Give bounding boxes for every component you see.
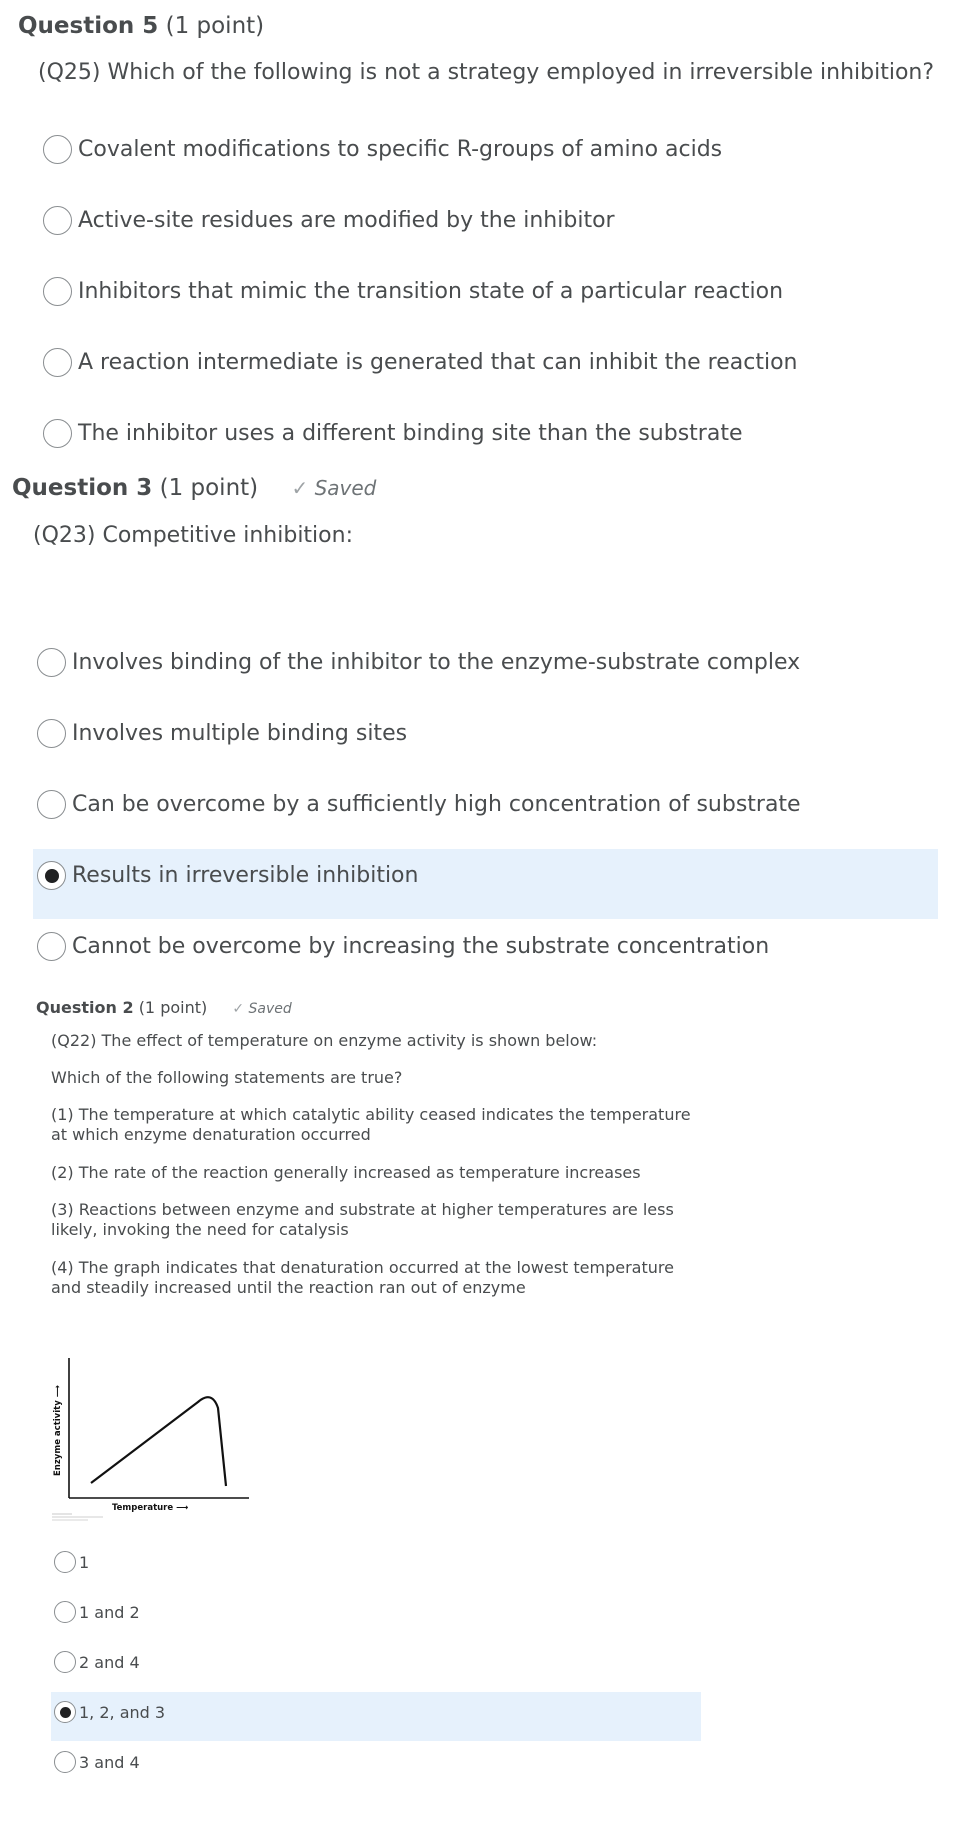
option-label: 1 and 2 — [79, 1602, 140, 1622]
saved-label: Saved — [314, 476, 377, 500]
statement-3: (3) Reactions between enzyme and substrate at higher temperatures are less likely, invoking the need for catalysis — [51, 1200, 674, 1239]
answer-option[interactable] — [54, 1601, 140, 1623]
option-label: Cannot be overcome by increasing the substrate concentration — [72, 934, 770, 959]
answer-option[interactable] — [54, 1551, 89, 1573]
figure-caption-scribble — [52, 1514, 103, 1520]
statement-4: (4) The graph indicates that denaturation occurred at the lowest temperature and steadily increased until the reaction ran out of enzyme — [51, 1258, 674, 1297]
enzyme-activity-graph — [48, 1350, 258, 1525]
question-points: (1 point) — [159, 475, 259, 501]
answer-option[interactable] — [54, 1651, 140, 1673]
option-label: 1, 2, and 3 — [79, 1702, 166, 1722]
question-number: Question 2 — [36, 998, 134, 1017]
statement-2: (2) The rate of the reaction generally increased as temperature increases — [51, 1163, 641, 1182]
option-label: A reaction intermediate is generated that can inhibit the reaction — [78, 350, 798, 375]
saved-indicator — [291, 476, 376, 500]
radio-button[interactable] — [54, 1551, 76, 1573]
answer-option[interactable] — [43, 206, 615, 235]
option-label: Inhibitors that mimic the transition state of a particular reaction — [78, 279, 784, 304]
option-label: 1 — [79, 1552, 90, 1572]
question-number: Question 5 — [18, 13, 159, 39]
radio-button-checked[interactable] — [54, 1701, 76, 1723]
answer-option[interactable] — [43, 419, 742, 448]
option-label: Active-site residues are modified by the inhibitor — [78, 208, 615, 233]
answer-option[interactable] — [37, 719, 407, 748]
radio-button[interactable] — [54, 1651, 76, 1673]
option-label: Covalent modifications to specific R-groups of amino acids — [78, 137, 723, 162]
answer-option-selected[interactable] — [37, 861, 418, 890]
answer-option-selected[interactable] — [54, 1701, 165, 1723]
option-label: Can be overcome by a sufficiently high concentration of substrate — [72, 792, 801, 817]
radio-button[interactable] — [43, 206, 72, 235]
answer-option[interactable] — [37, 932, 769, 961]
radio-button[interactable] — [37, 932, 66, 961]
answer-option[interactable] — [43, 135, 722, 164]
question-header — [12, 475, 376, 501]
question-header — [18, 13, 264, 39]
option-label: 3 and 4 — [79, 1752, 140, 1772]
radio-button[interactable] — [37, 790, 66, 819]
radio-button[interactable] — [37, 648, 66, 677]
option-label: Results in irreversible inhibition — [72, 863, 419, 888]
answer-option[interactable] — [54, 1751, 140, 1773]
radio-button[interactable] — [37, 719, 66, 748]
checkmark-icon: ✓ — [232, 1001, 245, 1017]
y-axis-label: Enzyme activity ⟶ — [53, 1385, 63, 1476]
answer-option[interactable] — [37, 790, 801, 819]
radio-button[interactable] — [54, 1601, 76, 1623]
radio-button[interactable] — [43, 277, 72, 306]
radio-button-checked[interactable] — [37, 861, 66, 890]
question-prompt: Which of the following statements are true? — [51, 1068, 403, 1087]
radio-button[interactable] — [43, 348, 72, 377]
question-stem: (Q25) Which of the following is not a strategy employed in irreversible inhibition? — [38, 60, 935, 85]
saved-label: Saved — [248, 1001, 292, 1017]
saved-indicator — [232, 1001, 291, 1017]
question-points: (1 point) — [165, 13, 265, 39]
option-label: Involves multiple binding sites — [72, 721, 408, 746]
statement-1: (1) The temperature at which catalytic ability ceased indicates the temperature at which enzyme denaturation occurred — [51, 1105, 691, 1144]
radio-button[interactable] — [54, 1751, 76, 1773]
question-header — [36, 998, 292, 1017]
x-axis-label: Temperature ⟶ — [112, 1503, 189, 1513]
option-label: 2 and 4 — [79, 1652, 140, 1672]
question-points: (1 point) — [138, 998, 208, 1017]
radio-button[interactable] — [43, 135, 72, 164]
question-stem: (Q22) The effect of temperature on enzyme activity is shown below: — [51, 1031, 598, 1050]
question-stem: (Q23) Competitive inhibition: — [33, 523, 353, 548]
checkmark-icon: ✓ — [291, 476, 309, 500]
answer-option[interactable] — [37, 648, 800, 677]
radio-button[interactable] — [43, 419, 72, 448]
option-label: The inhibitor uses a different binding site than the substrate — [78, 421, 743, 446]
option-label: Involves binding of the inhibitor to the enzyme-substrate complex — [72, 650, 801, 675]
activity-curve — [91, 1397, 226, 1486]
question-number: Question 3 — [12, 475, 153, 501]
answer-option[interactable] — [43, 348, 798, 377]
answer-option[interactable] — [43, 277, 783, 306]
